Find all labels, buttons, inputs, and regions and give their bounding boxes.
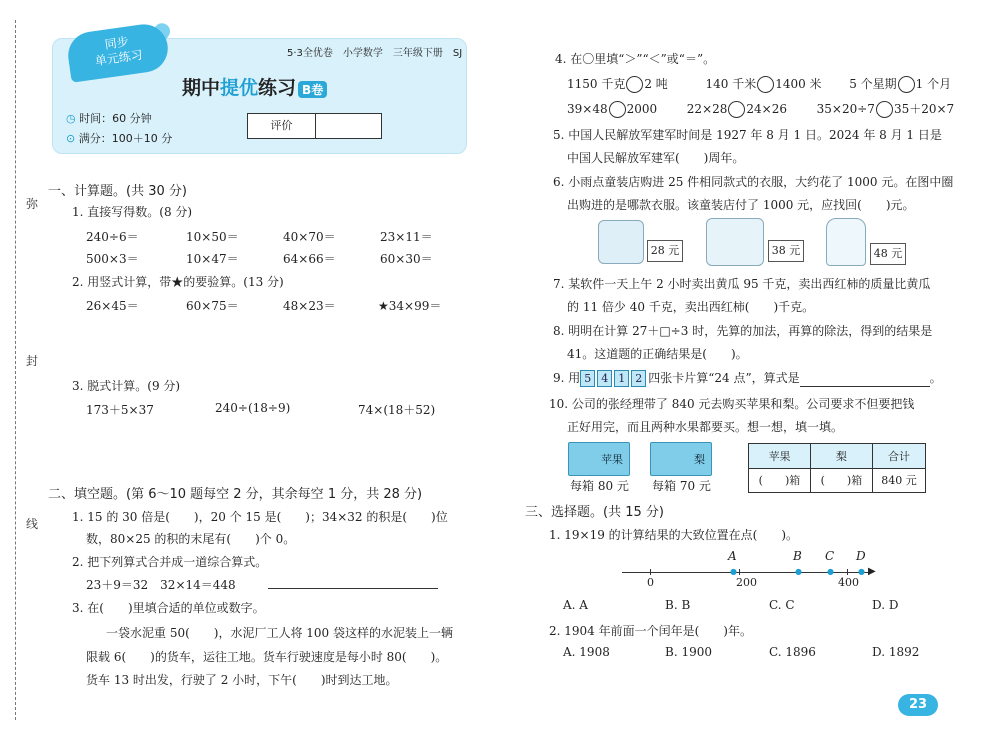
- section3-title: 三、选择题。(共 15 分): [525, 505, 664, 520]
- price-tag: 48 元: [870, 243, 906, 265]
- section2-title: 二、填空题。(第 6～10 题每空 2 分，其余每空 1 分，共 28 分): [48, 487, 423, 502]
- margin-label-feng: 封: [26, 354, 39, 368]
- point-label: C: [825, 549, 835, 563]
- vertical-calc-item: 48×23＝: [283, 299, 336, 313]
- q9-pre: 9. 用: [553, 371, 581, 385]
- choice-option[interactable]: D. 1892: [872, 645, 920, 659]
- calc-item: 10×47＝: [186, 252, 239, 266]
- point-marker: ●: [827, 567, 834, 576]
- compare-right: 1400 米: [775, 77, 822, 91]
- dress-image[interactable]: [826, 218, 866, 266]
- apple-price: 每箱 80 元: [570, 479, 629, 493]
- q5-line2: 中国人民解放军建军( )周年。: [567, 151, 745, 165]
- expression-item: 240÷(18÷9): [215, 401, 291, 415]
- badge-line2: 单元练习: [94, 47, 144, 69]
- margin-label-mi: 弥: [26, 197, 39, 211]
- s2-q2-expr: 23＋9＝32 32×14＝448: [86, 578, 236, 592]
- expression-item: 173＋5×37: [86, 403, 154, 417]
- page-number: 23: [898, 694, 938, 716]
- s3-q2: 2. 1904 年前面一个闰年是( )年。: [549, 624, 752, 638]
- calc-item: 40×70＝: [283, 230, 336, 244]
- s2-q3-line1: 一袋水泥重 50( )，水泥厂工人将 100 袋这样的水泥装上一辆: [106, 626, 453, 640]
- q4-row2: [567, 100, 954, 118]
- q6-line2: 出购进的是哪款衣服。该童装店付了 1000 元，应找回( )元。: [567, 198, 915, 212]
- page-title: [182, 73, 327, 100]
- point-marker: ●: [795, 567, 802, 576]
- answer-line: [800, 386, 930, 387]
- choice-option[interactable]: D. D: [872, 598, 899, 612]
- tick: [739, 569, 740, 575]
- choice-option[interactable]: B. 1900: [665, 645, 712, 659]
- q10-line2: 正好用完，而且两种水果都要买。想一想，填一填。: [567, 420, 844, 434]
- choice-option[interactable]: A. A: [563, 598, 588, 612]
- badge-line1: 同步: [103, 34, 130, 52]
- clock-icon: ◷: [66, 112, 80, 125]
- compare-left: 1150 千克: [567, 77, 626, 91]
- expression-item: 74×(18＋52): [358, 403, 436, 417]
- apple-box-label: 苹果: [601, 453, 623, 466]
- evaluation-label: 评价: [248, 114, 316, 138]
- section1-title: 一、计算题。(共 30 分): [48, 184, 187, 199]
- tick: [847, 569, 848, 575]
- s1-q2: 2. 用竖式计算，带★的要验算。(13 分): [72, 275, 284, 289]
- q10-line1: 10. 公司的张经理带了 840 元去购买苹果和梨。公司要求不但要把钱: [549, 397, 915, 411]
- calc-item: 64×66＝: [283, 252, 336, 266]
- vertical-calc-item: 60×75＝: [186, 299, 239, 313]
- s1-q1: 1. 直接写得数。(8 分): [72, 205, 193, 219]
- b-paper-tag: B卷: [298, 81, 327, 98]
- price-tag: 28 元: [647, 240, 683, 262]
- pear-price: 每箱 70 元: [652, 479, 711, 493]
- table-header: 苹果: [749, 444, 811, 469]
- s1-q3: 3. 脱式计算。(9 分): [72, 379, 181, 393]
- calc-item: 240÷6＝: [86, 230, 139, 244]
- compare-circle[interactable]: [757, 76, 774, 93]
- table-cell[interactable]: ( )箱: [810, 468, 872, 493]
- tick: [650, 569, 651, 575]
- compare-circle[interactable]: [898, 76, 915, 93]
- evaluation-box: [247, 113, 382, 139]
- q8-line2: 41。这道题的正确结果是( )。: [567, 347, 748, 361]
- tick-label: 400: [838, 576, 859, 589]
- q9: 9. 用 5 4 1 2 四张卡片算“24 点”，算式是 。: [553, 371, 942, 385]
- s2-q1-line2: 数，80×25 的积的末尾有( )个 0。: [86, 532, 296, 546]
- compare-circle[interactable]: [609, 101, 626, 118]
- check-icon: ⊙: [66, 132, 79, 145]
- compare-left: 22×28: [686, 102, 728, 116]
- table-header: 合计: [872, 444, 925, 469]
- title-post: 练习: [258, 77, 297, 99]
- number-card: 2: [631, 370, 646, 387]
- exam-score: [66, 130, 172, 146]
- number-card: 4: [597, 370, 612, 387]
- q7-line1: 7. 某软件一天上午 2 小时卖出黄瓜 95 千克，卖出西红柿的质量比黄瓜: [553, 277, 931, 291]
- q9-post: 四张卡片算“24 点”，算式是: [648, 371, 800, 385]
- apple-box-image: [568, 442, 630, 476]
- vertical-calc-item: ★34×99＝: [378, 299, 442, 313]
- q4-row1: [567, 75, 951, 93]
- choice-option[interactable]: A. 1908: [563, 645, 610, 659]
- compare-right: 24×26: [746, 102, 787, 116]
- compare-right: 35＋20×7: [893, 102, 955, 116]
- q4-title: 4. 在〇里填“＞”“＜”或“＝”。: [555, 52, 716, 66]
- compare-left: 39×48: [567, 102, 608, 116]
- number-card: 1: [614, 370, 629, 387]
- title-pre: 期中: [182, 77, 221, 99]
- point-label: D: [856, 549, 866, 563]
- point-label: A: [728, 549, 737, 563]
- title-highlight: 提优: [220, 77, 259, 99]
- s2-q1-line1: 1. 15 的 30 倍是( )，20 个 15 是( )；34×32 的积是( )位: [72, 510, 448, 524]
- compare-circle[interactable]: [626, 76, 643, 93]
- point-label: B: [793, 549, 802, 563]
- calc-item: 10×50＝: [186, 230, 239, 244]
- s3-q1: 1. 19×19 的计算结果的大致位置在点( )。: [549, 528, 799, 542]
- s2-q3-line2: 限载 6( )的货车，运往工地。货车行驶速度是每小时 80( )。: [86, 650, 448, 664]
- series-info: 5·3全优卷 小学数学 三年级下册 SJ: [287, 48, 463, 59]
- calc-item: 500×3＝: [86, 252, 139, 266]
- q6-line1: 6. 小雨点童装店购进 25 件相同款式的衣服，大约花了 1000 元。在图中圈: [553, 175, 954, 189]
- choice-option[interactable]: C. C: [769, 598, 795, 612]
- s2-q3-line3: 货车 13 时出发，行驶了 2 小时，下午( )时到达工地。: [86, 673, 398, 687]
- compare-left: 5 个星期: [849, 77, 897, 91]
- choice-option[interactable]: C. 1896: [769, 645, 816, 659]
- s2-q2: 2. 把下列算式合并成一道综合算式。: [72, 555, 268, 569]
- point-marker: ●: [858, 567, 865, 576]
- arrow-icon: ▶: [868, 566, 876, 577]
- jacket-image[interactable]: [706, 218, 764, 266]
- compare-circle[interactable]: [728, 101, 745, 118]
- margin-label-xian: 线: [26, 517, 39, 531]
- tshirt-image[interactable]: [598, 220, 644, 264]
- number-line: [622, 572, 872, 573]
- binding-line: [15, 20, 16, 720]
- q8-line1: 8. 明明在计算 27＋□÷3 时，先算的加法，再算的除法，得到的结果是: [553, 324, 933, 338]
- exam-time-text: 时间：60 分钟: [79, 112, 152, 125]
- compare-left: 140 千米: [705, 77, 757, 91]
- fruit-table: [748, 443, 926, 493]
- compare-left: 35×20÷7: [816, 102, 875, 116]
- table-header: 梨: [810, 444, 872, 469]
- point-marker: ●: [730, 567, 737, 576]
- compare-right: 2 吨: [644, 77, 668, 91]
- price-tag: 38 元: [768, 240, 804, 262]
- table-cell: 840 元: [872, 468, 925, 493]
- calc-item: 60×30＝: [380, 252, 433, 266]
- pear-box-label: 梨: [694, 453, 705, 466]
- s2-q3: 3. 在( )里填合适的单位或数字。: [72, 601, 265, 615]
- tick-label: 200: [736, 576, 757, 589]
- answer-line: [268, 588, 438, 589]
- pear-box-image: [650, 442, 712, 476]
- tick-label: 0: [647, 576, 654, 589]
- number-card: 5: [580, 370, 595, 387]
- calc-item: 23×11＝: [380, 230, 433, 244]
- q7-line2: 的 11 倍少 40 千克，卖出西红柿( )千克。: [567, 300, 815, 314]
- compare-right: 2000: [626, 102, 658, 116]
- exam-time: [66, 110, 152, 126]
- q5-line1: 5. 中国人民解放军建军时间是 1927 年 8 月 1 日。2024 年 8 月 1 日是: [553, 128, 942, 142]
- compare-circle[interactable]: [876, 101, 893, 118]
- exam-score-text: 满分：100＋10 分: [78, 132, 173, 145]
- compare-right: 1 个月: [915, 77, 952, 91]
- vertical-calc-item: 26×45＝: [86, 299, 139, 313]
- table-cell[interactable]: ( )箱: [749, 468, 811, 493]
- choice-option[interactable]: B. B: [665, 598, 691, 612]
